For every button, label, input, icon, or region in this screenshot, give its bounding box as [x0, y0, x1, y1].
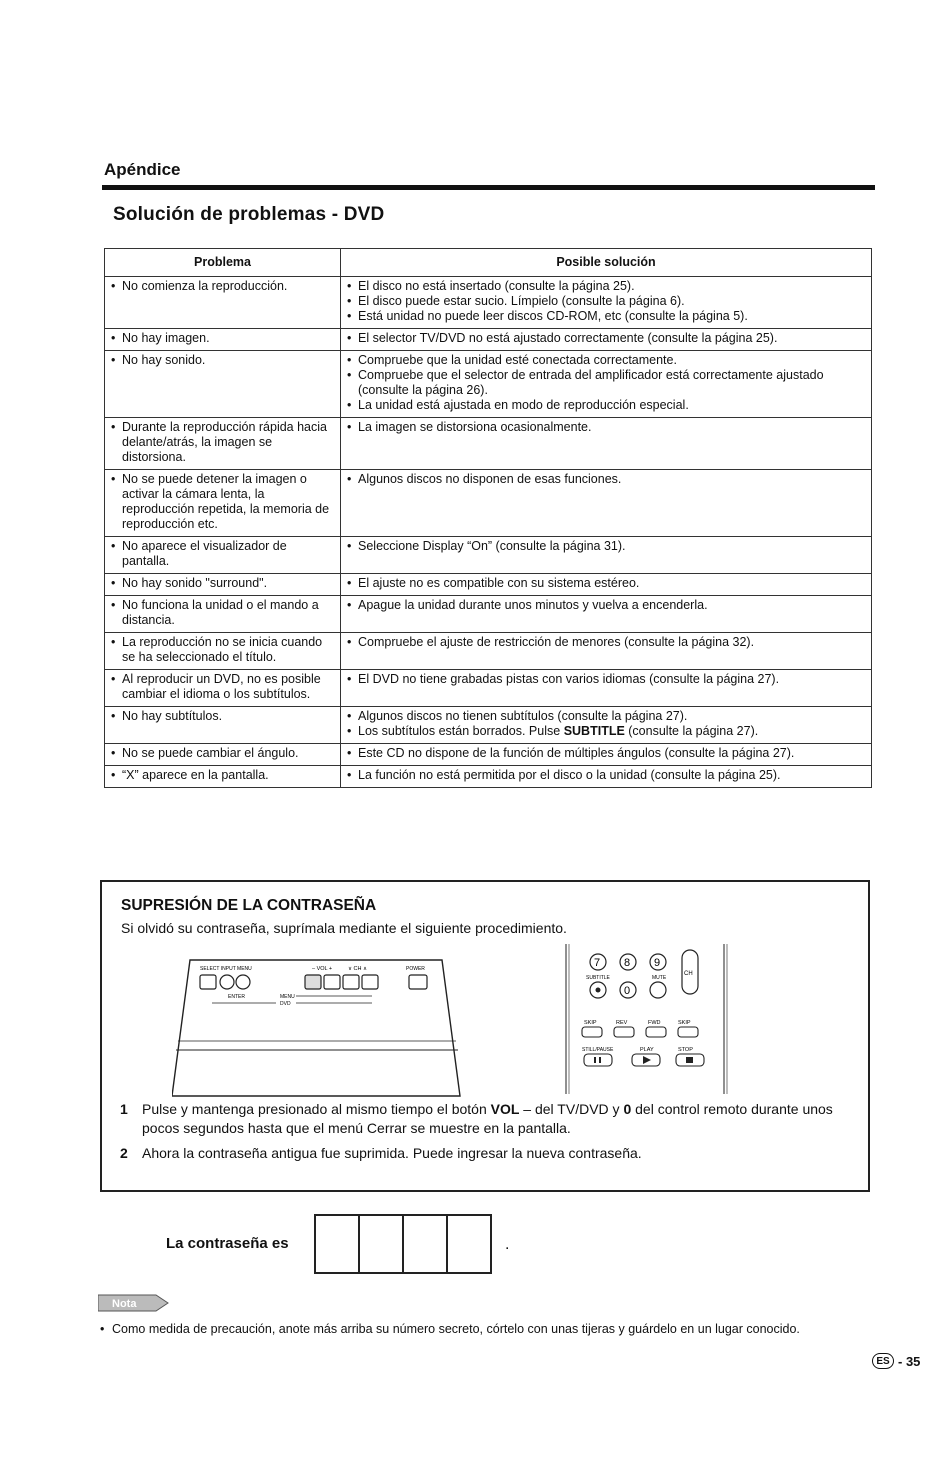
section-label: Apéndice	[104, 160, 181, 179]
solution-text: • Algunos discos no tienen subtítulos (consulte la página 27).	[347, 709, 865, 724]
remote-label-stop: STOP	[678, 1047, 693, 1053]
column-header-problem: Problema	[105, 249, 341, 277]
password-suffix: .	[505, 1236, 510, 1253]
table-row	[105, 418, 872, 470]
solution-text: • Algunos discos no disponen de esas funciones.	[347, 472, 865, 487]
table-row	[105, 670, 872, 707]
problem-cell	[105, 670, 341, 707]
column-header-solution: Posible solución	[341, 249, 872, 277]
solution-cell	[341, 537, 872, 574]
solution-cell	[341, 329, 872, 351]
solution-cell	[341, 744, 872, 766]
problem-text: • Durante la reproducción rápida hacia delante/atrás, la imagen se distorsiona.	[111, 420, 334, 465]
problem-text: • “X” aparece en la pantalla.	[111, 768, 334, 783]
remote-label-ch: CH	[684, 971, 693, 977]
remote-label-still: STILL/PAUSE	[582, 1047, 614, 1053]
solution-text: • El disco puede estar sucio. Límpielo (consulte la página 6).	[347, 294, 865, 309]
solution-cell	[341, 670, 872, 707]
problem-text: • No comienza la reproducción.	[111, 279, 334, 294]
solution-text: • Seleccione Display “On” (consulte la página 31).	[347, 539, 865, 554]
step-1-vol: VOL	[490, 1101, 520, 1117]
page-number-text: - 35	[898, 1353, 921, 1369]
ch-up-button	[362, 975, 378, 989]
problem-cell	[105, 574, 341, 596]
step-1-text-c: del control remoto durante unos pocos segundos hasta que el menú Cerrar se muestre en la pantalla.	[142, 1101, 833, 1136]
problem-text: • No hay imagen.	[111, 331, 334, 346]
device-label-dvd: DVD	[280, 1001, 291, 1007]
problem-text: • No funciona la unidad o el mando a distancia.	[111, 598, 334, 628]
ch-down-button	[343, 975, 359, 989]
table-row	[105, 277, 872, 329]
remote-label-skip-back: SKIP	[584, 1020, 597, 1026]
problem-text: • La reproducción no se inicia cuando se ha seleccionado el título.	[111, 635, 334, 665]
vol-plus-button	[324, 975, 340, 989]
step-2	[116, 1144, 856, 1163]
step-1-zero: 0	[623, 1101, 632, 1117]
table-row	[105, 537, 872, 574]
box-intro: Si olvidó su contraseña, suprímala mediante el siguiente procedimiento.	[121, 920, 567, 936]
note-icon	[98, 1293, 170, 1313]
note-text: • Como medida de precaución, anote más arriba su número secreto, córtelo con unas tijeras y guárdelo en un lugar conocido.	[100, 1322, 830, 1337]
problem-text: • No aparece el visualizador de pantalla.	[111, 539, 334, 569]
page-title: Solución de problemas - DVD	[113, 204, 385, 225]
table-row	[105, 766, 872, 788]
problem-cell	[105, 707, 341, 744]
table-row	[105, 707, 872, 744]
step-number: 1	[120, 1101, 128, 1117]
remote-key-8: 8	[624, 957, 631, 969]
step-1-text-b: – del TV/DVD y	[519, 1101, 624, 1117]
language-badge: ES	[872, 1353, 894, 1369]
solution-text: • Apague la unidad durante unos minutos y vuelva a encenderla.	[347, 598, 865, 613]
solution-text: • El DVD no tiene grabadas pistas con varios idiomas (consulte la página 27).	[347, 672, 865, 687]
remote-label-play: PLAY	[640, 1047, 654, 1053]
troubleshooting-table	[104, 248, 872, 788]
problem-cell	[105, 470, 341, 537]
remote-label-fwd: FWD	[648, 1020, 661, 1026]
solution-text: • Compruebe el ajuste de restricción de menores (consulte la página 32).	[347, 635, 865, 650]
table-body	[105, 277, 872, 788]
problem-cell	[105, 418, 341, 470]
solution-text: • La unidad está ajustada en modo de reproducción especial.	[347, 398, 865, 413]
select-button	[200, 975, 216, 989]
problem-cell	[105, 766, 341, 788]
step-number: 2	[120, 1145, 128, 1161]
remote-label-rev: REV	[616, 1020, 628, 1026]
solution-text: • El selector TV/DVD no está ajustado correctamente (consulte la página 25).	[347, 331, 865, 346]
device-label-select: SELECT INPUT MENU	[200, 966, 252, 972]
solution-cell	[341, 418, 872, 470]
power-button	[409, 975, 427, 989]
solution-text: • La función no está permitida por el disco o la unidad (consulte la página 25).	[347, 768, 865, 783]
menu-button	[236, 975, 250, 989]
step-1	[116, 1100, 856, 1138]
table-row	[105, 633, 872, 670]
svg-text:Nota: Nota	[112, 1298, 137, 1310]
problem-text: • Al reproducir un DVD, no es posible cambiar el idioma o los subtítulos.	[111, 672, 334, 702]
device-label-vol: – VOL +	[312, 966, 333, 972]
device-label-menu: MENU	[280, 994, 295, 1000]
device-label-power: POWER	[406, 966, 425, 972]
password-write-in-boxes	[314, 1214, 492, 1274]
solution-cell	[341, 574, 872, 596]
problem-text: • No hay sonido "surround".	[111, 576, 334, 591]
problem-cell	[105, 351, 341, 418]
problem-cell	[105, 633, 341, 670]
vol-minus-button	[305, 975, 321, 989]
solution-text: • Está unidad no puede leer discos CD-ROM, etc (consulte la página 5).	[347, 309, 865, 324]
tv-front-panel-illustration	[172, 958, 462, 1098]
problem-text: • No hay sonido.	[111, 353, 334, 368]
page-number	[872, 1353, 920, 1369]
table-row	[105, 351, 872, 418]
device-label-enter: ENTER	[228, 994, 245, 1000]
solution-text: • Compruebe que el selector de entrada del amplificador está correctamente ajustado (consulte la página 26).	[347, 368, 865, 398]
remote-key-9: 9	[654, 957, 661, 969]
password-removal-box	[100, 880, 870, 1192]
problem-cell	[105, 744, 341, 766]
box-title: SUPRESIÓN DE LA CONTRASEÑA	[121, 897, 377, 914]
remote-key-7: 7	[594, 957, 601, 969]
solution-cell	[341, 596, 872, 633]
table-row	[105, 329, 872, 351]
password-digit-box	[360, 1216, 404, 1272]
solution-text: • Este CD no dispone de la función de múltiples ángulos (consulte la página 27).	[347, 746, 865, 761]
problem-text: • No se puede cambiar el ángulo.	[111, 746, 334, 761]
password-label: La contraseña es	[166, 1235, 289, 1252]
step-1-text: Pulse y mantenga presionado al mismo tiempo el botón	[142, 1101, 491, 1117]
input-button	[220, 975, 234, 989]
device-label-ch: ∨ CH ∧	[348, 966, 368, 972]
problem-cell	[105, 537, 341, 574]
solution-cell	[341, 707, 872, 744]
problem-text: • No se puede detener la imagen o activar la cámara lenta, la reproducción repetida, la memoria de reproducción etc.	[111, 472, 334, 532]
remote-control-illustration	[564, 944, 730, 1094]
table-row	[105, 596, 872, 633]
password-digit-box	[404, 1216, 448, 1272]
table-row	[105, 744, 872, 766]
step-2-text: Ahora la contraseña antigua fue suprimida. Puede ingresar la nueva contraseña.	[142, 1145, 642, 1161]
table-row	[105, 574, 872, 596]
solution-text: • La imagen se distorsiona ocasionalmente.	[347, 420, 865, 435]
solution-cell	[341, 470, 872, 537]
solution-cell	[341, 633, 872, 670]
solution-cell	[341, 351, 872, 418]
steps	[116, 1100, 856, 1169]
table-row	[105, 470, 872, 537]
problem-cell	[105, 329, 341, 351]
solution-cell	[341, 277, 872, 329]
solution-text: • El disco no está insertado (consulte la página 25).	[347, 279, 865, 294]
problem-text: • No hay subtítulos.	[111, 709, 334, 724]
solution-text: • Los subtítulos están borrados. Pulse SUBTITLE (consulte la página 27).	[347, 724, 865, 739]
problem-cell	[105, 596, 341, 633]
problem-cell	[105, 277, 341, 329]
remote-key-0: 0	[624, 985, 631, 997]
password-digit-box	[316, 1216, 360, 1272]
remote-label-skip-fwd: SKIP	[678, 1020, 691, 1026]
solution-cell	[341, 766, 872, 788]
remote-label-subtitle: SUBTITLE	[586, 975, 610, 981]
remote-label-mute: MUTE	[652, 975, 667, 981]
table-header-row	[105, 249, 872, 277]
solution-text: • Compruebe que la unidad esté conectada correctamente.	[347, 353, 865, 368]
password-digit-box	[448, 1216, 490, 1272]
section-rule	[102, 185, 875, 190]
solution-text: • El ajuste no es compatible con su sistema estéreo.	[347, 576, 865, 591]
